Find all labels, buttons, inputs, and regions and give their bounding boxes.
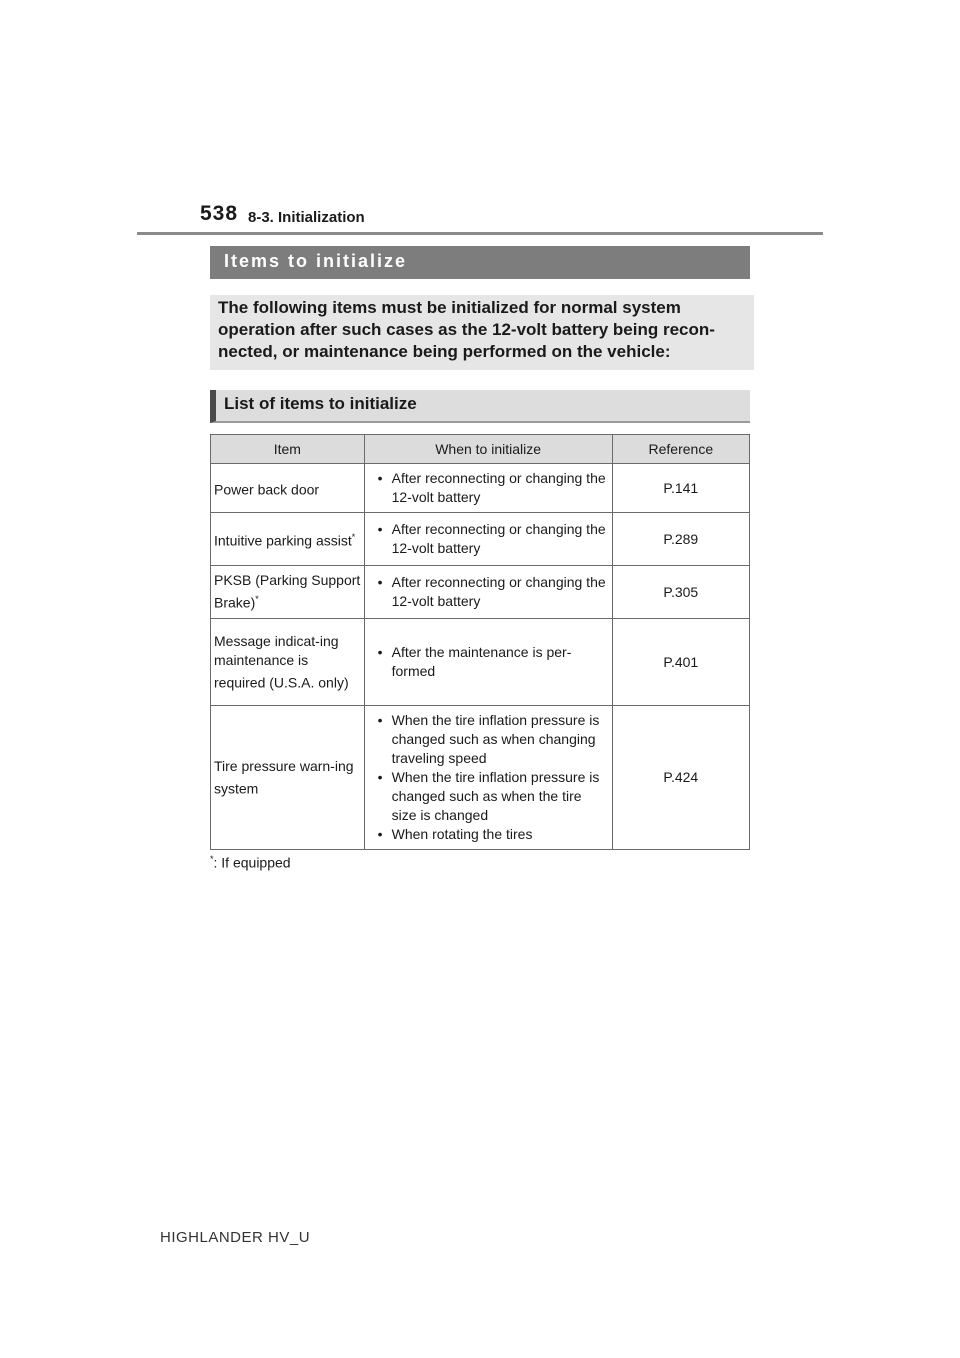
when-cell: [364, 619, 612, 706]
items-banner: Items to initialize: [210, 246, 750, 279]
when-cell: [364, 566, 612, 619]
reference-link[interactable]: P.305: [612, 566, 749, 619]
reference-link[interactable]: P.424: [612, 706, 749, 850]
when-cell: [364, 513, 612, 566]
list-item: • After reconnecting or changing the 12-volt battery: [378, 573, 609, 611]
when-cell: [364, 706, 612, 850]
page-number: 538: [200, 202, 239, 225]
reference-link[interactable]: P.141: [612, 464, 749, 513]
list-item: • When rotating the tires: [378, 825, 609, 844]
table-header-row: [211, 435, 750, 464]
when-cell: [364, 464, 612, 513]
table-row: [211, 464, 750, 513]
reference-link[interactable]: P.401: [612, 619, 749, 706]
header-item: Item: [211, 435, 365, 464]
table-row: [211, 566, 750, 619]
header-when: When to initialize: [364, 435, 612, 464]
table-row: [211, 619, 750, 706]
item-cell: Message indicat-ing maintenance is required (U.S.A. only): [211, 619, 365, 706]
item-cell: Power back door: [211, 464, 365, 513]
list-subheading: List of items to initialize: [210, 390, 750, 423]
list-item: • When the tire inflation pressure is changed such as when changing traveling speed: [378, 711, 609, 768]
footer-model: HIGHLANDER HV_U: [160, 1229, 311, 1246]
list-item: • After reconnecting or changing the 12-volt battery: [378, 520, 609, 558]
header-rule: [137, 232, 823, 235]
list-item: • When the tire inflation pressure is changed such as when the tire size is changed: [378, 768, 609, 825]
intro-box: The following items must be initialized for normal system operation after such cases as the 12-volt battery being recon-nected, or maintenance being performed on the vehicle:: [210, 295, 754, 370]
item-cell: Intuitive parking assist*: [211, 513, 365, 566]
list-item: • After reconnecting or changing the 12-volt battery: [378, 469, 609, 507]
table-row: [211, 513, 750, 566]
item-cell: Tire pressure warn-ing system: [211, 706, 365, 850]
item-cell: PKSB (Parking Support Brake)*: [211, 566, 365, 619]
initialize-table: [210, 434, 750, 850]
header-reference: Reference: [612, 435, 749, 464]
list-item: • After the maintenance is per-formed: [378, 643, 609, 681]
footnote: *: If equipped: [210, 854, 291, 871]
section-title: 8-3. Initialization: [248, 209, 365, 226]
reference-link[interactable]: P.289: [612, 513, 749, 566]
table-row: [211, 706, 750, 850]
